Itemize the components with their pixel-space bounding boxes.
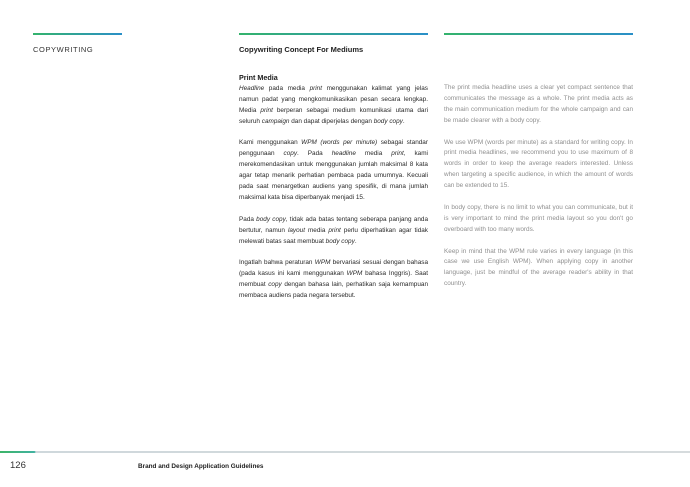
en-paragraph-1: The print media headline uses a clear yet compact sentence that communicates the message as a whole. The print media acts as the main communication medium for the whole campaign and can be made clearer with a body copy.: [444, 84, 633, 124]
italic-term: body copy: [373, 117, 403, 125]
footer-title: Brand and Design Application Guidelines: [138, 463, 264, 470]
text-run: bervariasi sesuai dengan bahasa (pada kasus ini kami menggunakan: [239, 259, 428, 278]
text-run: berperan sebagai medium komunikasi utama dari seluruh: [239, 106, 428, 125]
id-paragraph-4: [239, 258, 428, 302]
id-paragraph-1: [239, 84, 428, 128]
page-number: 126: [10, 460, 26, 471]
indonesian-column: [239, 73, 428, 302]
italic-term: Headline: [239, 84, 265, 92]
text-run: , tidak ada batas tentang seberapa panjang anda bertutur, namun: [239, 215, 428, 234]
italic-term: print: [328, 226, 341, 234]
italic-term: WPM (words per minute): [301, 139, 378, 147]
italic-term: headline: [331, 150, 356, 158]
footer-rule: [0, 451, 690, 453]
print-media-heading: Print Media: [239, 73, 278, 82]
english-column: [444, 83, 633, 290]
en-paragraph-3: In body copy, there is no limit to what you can communicate, but it is very important to mind the print media layout so you don't go overboard with too many words.: [444, 203, 633, 233]
italic-term: print: [309, 84, 322, 92]
en-paragraph-4: Keep in mind that the WPM rule varies in every language (in this case we use English WPM). When applying copy in another language, just be mindful of the average reader's ability in that country.: [444, 247, 633, 288]
text-run: media: [305, 226, 329, 234]
text-run: , kami merekomendasikan untuk menggunakan jumlah maksimal 8 kata agar tetap menarik perhatian pembaca pada umumnya. Kecuali pada saat menargetkan audiens yang spesifik, di mana jumlah maksimal kata bisa diperbanyak menjadi 15.: [239, 150, 428, 201]
italic-term: campaign: [261, 117, 290, 125]
italic-term: print: [391, 150, 404, 158]
text-run: . Pada: [297, 150, 332, 158]
text-run: Kami menggunakan: [239, 139, 302, 147]
id-paragraph-2: [239, 138, 428, 203]
text-run: dan dapat diperjelas dengan: [289, 117, 374, 125]
id-paragraph-3: [239, 215, 428, 248]
header-rule-right: [444, 33, 633, 35]
text-run: perlu diperhatikan agar tidak melewati batas saat membuat: [239, 226, 428, 245]
header-rule-left: [33, 33, 122, 35]
text-run: .: [402, 117, 405, 125]
text-run: Pada: [239, 215, 257, 223]
text-run: media: [355, 150, 392, 158]
text-run: pada media: [264, 84, 310, 92]
text-run: dengan bahasa lain, perhatikan saja kemampuan membaca audiens pada negara tersebut.: [239, 281, 428, 300]
en-paragraph-2: We use WPM (words per minute) as a standard for writing copy. In print media headlines, we recommend you to use maximum of 8 words in order to keep the average readers interested. Unless when targeting a specific audience, in which the amount of words can be extended to 15.: [444, 138, 633, 190]
page-title: Copywriting Concept For Mediums: [239, 45, 364, 54]
text-run: .: [354, 237, 357, 245]
text-run: bahasa Inggris). Saat membuat: [239, 270, 429, 289]
italic-term: print: [260, 106, 273, 114]
italic-term: copy: [283, 150, 298, 158]
text-run: menggunakan kalimat yang jelas namun padat yang mengkomunikasikan pesan secara lengkap. Media: [239, 84, 429, 114]
italic-term: body copy: [256, 215, 286, 223]
italic-term: layout: [287, 226, 305, 234]
italic-term: WPM: [314, 259, 331, 267]
text-run: sebagai standar penggunaan: [239, 139, 428, 158]
header-rule-middle: [239, 33, 428, 35]
section-label: COPYWRITING: [33, 45, 94, 54]
italic-term: copy: [268, 281, 282, 289]
italic-term: WPM: [346, 270, 363, 278]
text-run: Ingatlah bahwa peraturan: [239, 259, 315, 267]
italic-term: body copy: [325, 237, 355, 245]
